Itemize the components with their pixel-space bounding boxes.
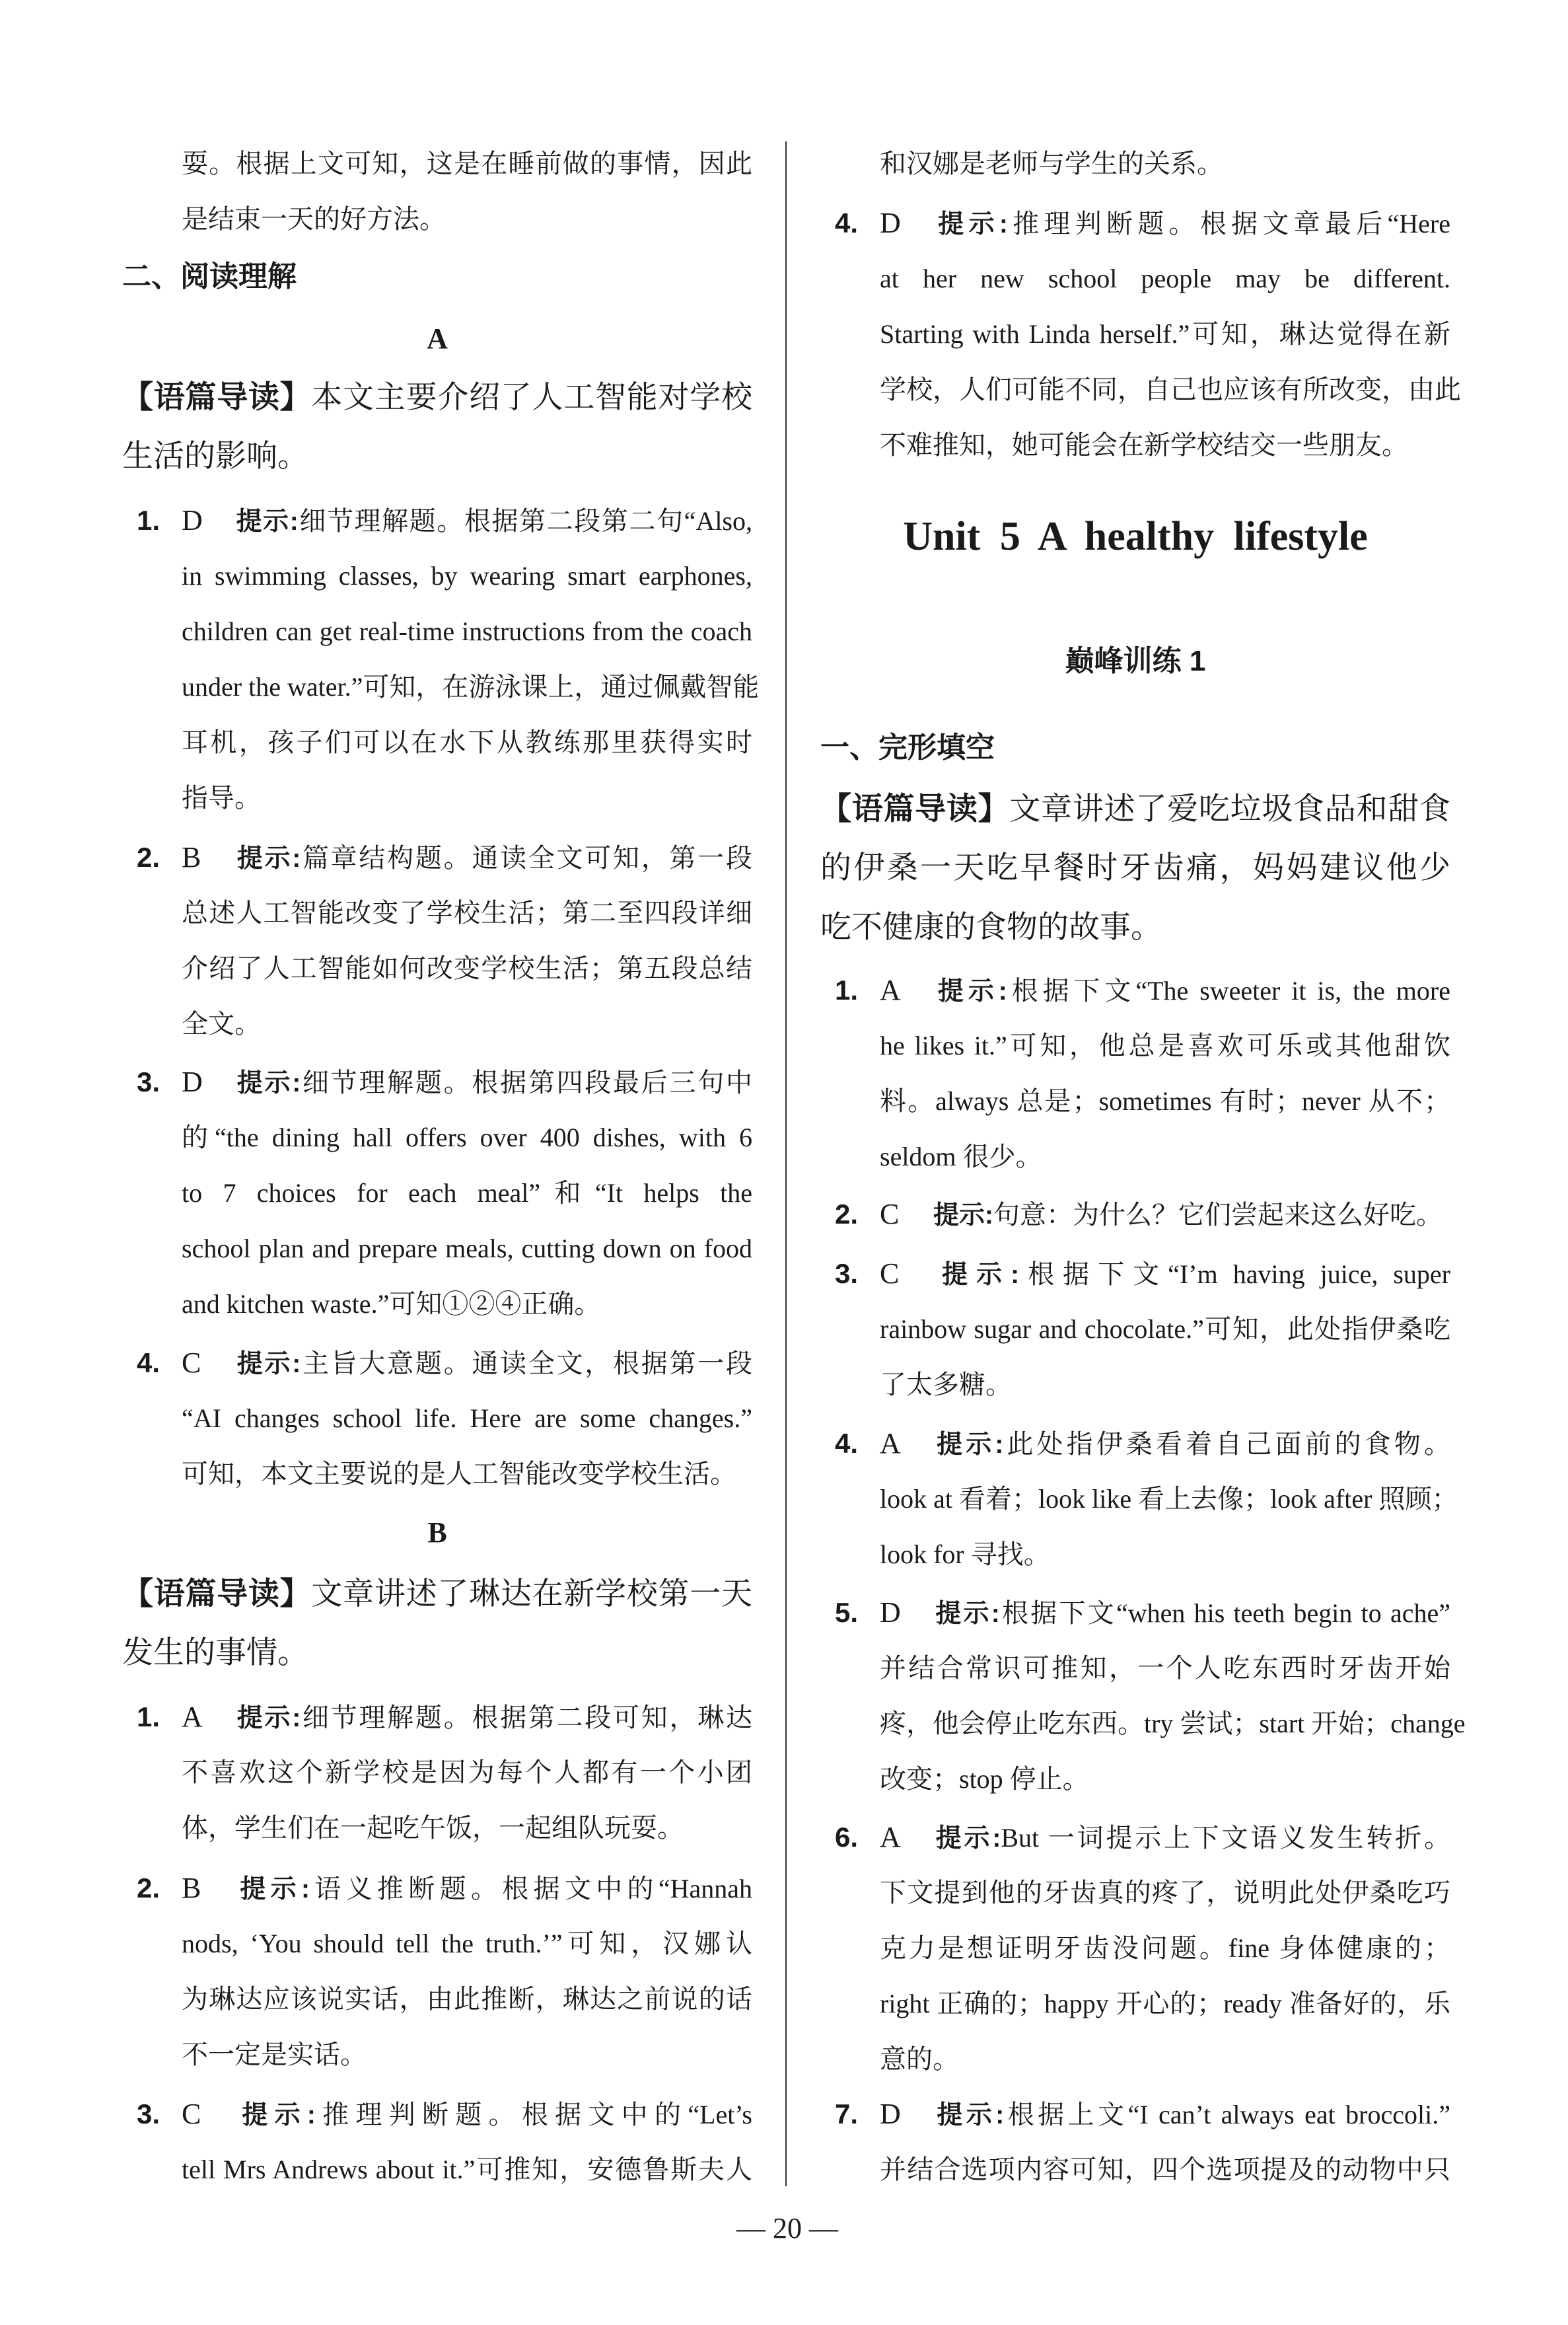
answer-letter: C [880,1257,900,1290]
text-line [122,1623,752,1683]
text-line [820,963,1450,1018]
line-text: But 一词提示上下文语义发生转折。 [1001,1823,1450,1853]
answer-item [820,1246,1450,1413]
line-text: Starting with Linda herself.”可知，琳达觉得在新 [880,319,1450,349]
item-number: 5. [835,1597,859,1628]
line-text: in swimming classes, by wearing smart earphones, [182,561,752,591]
hint-label: 提示: [933,1600,1000,1628]
hint-label: 提示: [235,507,299,536]
line-text: 文章讲述了爱吃垃圾食品和甜食 [1009,792,1450,827]
line-text: to 7 choices for each meal”和“It helps the [182,1178,752,1208]
section-heading: 一、完形填空 [820,731,995,764]
line-text: 疼，他会停止吃东西。try 尝试；start 开始；change [880,1709,1466,1738]
line-text: 根据上文“I can’t always eat broccoli.” [1004,2100,1450,2129]
line-text: 生活的影响。 [122,439,308,474]
text-line [122,1335,752,1391]
line-text: right 正确的；happy 开心的；ready 准备好的，乐 [880,1989,1450,2018]
answer-item [122,1335,752,1502]
text-line [122,770,752,826]
text-line [820,418,1450,473]
line-text: under the water.”可知，在游泳课上，通过佩戴智能 [182,672,760,702]
line-text: 细节理解题。根据第二段可知，琳达 [301,1703,752,1732]
answer-item [122,493,760,826]
line-text: 学校，人们可能不同，自己也应该有所改变，由此 [880,375,1461,404]
text-line [122,1745,752,1800]
text-line [820,136,1450,192]
text-line [820,2086,1450,2142]
line-text: school plan and prepare meals, cutting down on food [182,1234,752,1263]
line-text: 句意：为什么？它们尝起来这么好吃。 [993,1200,1443,1230]
line-text: 意的。 [880,2044,959,2074]
text-line [122,1165,752,1221]
line-text: “AI changes school life. Here are some changes.” [182,1403,752,1433]
line-text: 根据下文“The sweeter it is, the more [1007,976,1450,1006]
text-line [122,1446,752,1502]
text-line [820,251,1450,307]
answer-letter: C [182,1347,201,1379]
line-text: children can get real-time instructions from the coach [182,616,752,646]
answer-letter: D [880,1596,901,1629]
item-number: 4. [835,1428,859,1459]
line-text: 的伊桑一天吃早餐时牙齿痛，妈妈建议他少 [820,851,1450,885]
line-text: 文章讲述了琳达在新学校第一天 [311,1577,752,1611]
answer-item [820,1187,1450,1242]
item-number: 6. [835,1822,859,1853]
subsection-heading: A [427,322,448,355]
answer-letter: C [182,2098,201,2130]
answer-letter: D [182,504,203,536]
text-line [122,192,752,247]
answer-letter: A [880,1427,901,1459]
hint-label: 提示: [933,1430,1004,1459]
text-line [122,830,752,885]
text-line [820,1302,1450,1357]
line-text: 克力是想证明牙齿没问题。fine 身体健康的； [880,1933,1450,1963]
item-number: 7. [835,2098,859,2129]
hint-label: 提示: [933,1201,993,1230]
item-number: 3. [137,2098,160,2129]
text-line [122,1861,752,1916]
line-text: seldom 很少。 [880,1142,1042,1171]
text-line [820,2032,1450,2087]
line-text: 总述人工智能改变了学校生活；第二至四段详细 [182,898,752,928]
line-text: 全文。 [182,1009,261,1039]
hint-label: 提示: [933,977,1007,1006]
hint-label: 提示: [235,1704,301,1732]
text-line [820,196,1450,251]
text-line [122,2027,752,2083]
hint-label: 提示: [235,2101,316,2129]
answer-letter: D [880,2098,901,2130]
line-text: 此处指伊桑看着自己面前的食物。 [1003,1429,1450,1459]
text-line [820,1921,1450,1976]
line-text: 推理判断题。根据文章最后“Here [1007,209,1450,239]
hint-label: 提示: [235,1875,310,1903]
text-line [122,1110,752,1165]
line-text: tell Mrs Andrews about it.”可推知，安德鲁斯夫人 [182,2155,752,2184]
line-text: 篇章结构题。通读全文可知，第一段 [301,843,752,873]
text-line [122,1689,752,1745]
text-line [122,996,752,1052]
answer-letter: D [880,207,901,239]
text-line [820,1641,1450,1696]
text-line [820,1810,1450,1865]
text-line [122,1564,752,1623]
item-number: 1. [835,975,859,1006]
item-number: 1. [137,1701,160,1732]
hint-label: 提示: [235,844,301,873]
passage-intro [122,1564,752,1683]
text-line [122,1800,752,1856]
line-text: 不一定是实话。 [182,2040,367,2069]
text-line [820,1471,1458,1527]
intro-tag: 【语篇导读】 [122,379,312,414]
hint-label: 提示: [235,1069,301,1097]
text-line [820,1246,1450,1302]
line-text: 下文提到他的牙齿真的疼了，说明此处伊桑吃巧 [880,1878,1450,1907]
line-text: 吃不健康的食物的故事。 [820,910,1162,945]
line-text: 不喜欢这个新学校是因为每个人都有一个小团 [182,1757,752,1787]
answer-item [820,1585,1466,1807]
unit-title: Unit 5 A healthy lifestyle [903,514,1368,559]
line-text: 料。always 总是；sometimes 有时；never 从不； [880,1086,1450,1116]
text-line [122,2086,752,2142]
hint-label: 提示: [933,210,1008,239]
line-text: 是结束一天的好方法。 [182,204,446,234]
line-text: 主旨大意题。通读全文，根据第一段 [301,1348,752,1378]
answer-item [820,1416,1458,1582]
item-number: 2. [137,842,160,873]
page-number: — 20 — [736,2212,838,2244]
line-text: rainbow sugar and chocolate.”可知，此处指伊桑吃 [880,1314,1450,1344]
column-divider [785,141,787,2186]
line-text: 耍。根据上文可知，这是在睡前做的事情，因此 [182,149,752,178]
line-text: and kitchen waste.”可知①②④正确。 [182,1289,601,1319]
line-text: 根据下文“I’m having juice, super [1019,1259,1450,1289]
answer-item [820,196,1461,473]
answer-item [122,1861,752,2083]
text-line [122,427,752,486]
intro-tag: 【语篇导读】 [122,1576,312,1611]
answer-item [122,2086,752,2197]
text-line [820,362,1461,418]
answer-item [820,1810,1450,2087]
answer-item [122,1689,752,1856]
text-line [122,1054,752,1110]
passage-intro [122,367,752,486]
text-line [122,136,752,192]
answer-item [820,2086,1450,2197]
text-line [820,1527,1450,1582]
text-line [820,838,1450,898]
line-text: at her new school people may be different. [880,264,1450,293]
text-line [122,493,752,548]
line-text: 推理判断题。根据文中的“Let’s [315,2100,752,2129]
answer-letter: A [880,1821,901,1853]
text-line [122,715,752,770]
item-number: 2. [137,1872,160,1903]
answer-letter: B [182,841,201,873]
left-column [122,0,760,2325]
line-text: 并结合常识可推知，一个人吃东西时牙齿开始 [880,1653,1450,1683]
line-text: 介绍了人工智能如何改变学校生活；第五段总结 [182,953,752,983]
section-heading: 二、阅读理解 [122,260,297,293]
item-number: 4. [835,207,859,239]
text-line [122,2142,752,2197]
text-line [820,307,1450,362]
text-line [820,1752,1450,1807]
text-line [122,1276,752,1332]
text-line [820,1074,1450,1129]
answer-letter: A [880,974,901,1006]
answer-letter: D [182,1066,203,1098]
text-line [820,1357,1450,1413]
line-text: look at 看着；look like 看上去像；look after 照顾； [880,1484,1458,1514]
line-text: 可知，本文主要说的是人工智能改变学校生活。 [182,1459,736,1489]
line-text: 耳机，孩子们可以在水下从教练那里获得实时 [182,727,752,757]
item-number: 1. [137,505,160,536]
hint-label: 提示: [933,2101,1005,2129]
line-text: 的“the dining hall offers over 400 dishes, with 6 [182,1123,752,1152]
hint-label: 提示: [933,1824,1001,1853]
text-line [122,941,752,996]
line-text: 为琳达应该说实话，由此推断，琳达之前说的话 [182,1984,752,2014]
line-text: 并结合选项内容可知，四个选项提及的动物中只 [880,2155,1450,2184]
line-text: 本文主要介绍了人工智能对学校 [311,381,752,415]
text-line [122,367,752,427]
line-text: 语义推断题。根据文中的“Hannah [309,1874,752,1903]
text-line [820,1865,1450,1921]
answer-item [122,1054,752,1332]
subsection-heading: 巅峰训练 1 [1065,645,1206,677]
line-text: 指导。 [182,783,261,813]
text-line [820,1696,1466,1752]
line-text: 和汉娜是老师与学生的关系。 [880,149,1223,178]
text-line [820,1018,1450,1074]
right-column [820,0,1466,2325]
line-text: nods, ‘You should tell the truth.’”可知，汉娜认 [182,1929,752,1958]
text-line [122,659,760,715]
line-text: 改变；stop 停止。 [880,1764,1089,1794]
continued-text [820,136,1450,192]
line-text: he likes it.”可知，他总是喜欢可乐或其他甜饮 [880,1031,1450,1060]
line-text: 体，学生们在一起吃午饭，一起组队玩耍。 [182,1813,684,1843]
answer-letter: C [880,1198,900,1230]
text-line [820,1129,1450,1185]
line-text: 细节理解题。根据第二段第二句“Also, [298,506,752,536]
answer-item [122,830,752,1052]
answer-letter: A [182,1701,203,1733]
text-line [820,1187,1450,1242]
text-line [820,898,1450,957]
text-line [820,1585,1450,1641]
item-number: 4. [137,1347,160,1378]
line-text: 发生的事情。 [122,1636,308,1670]
item-number: 2. [835,1199,859,1230]
line-text: 根据下文“when his teeth begin to ache” [999,1598,1450,1628]
line-text: look for 寻找。 [880,1539,1050,1569]
hint-label: 提示: [933,1261,1020,1289]
text-line [122,604,752,659]
item-number: 3. [835,1258,859,1289]
line-text: 了太多糖。 [880,1370,1012,1399]
line-text: 不难推知，她可能会在新学校结交一些朋友。 [880,430,1408,460]
answer-item [820,963,1450,1185]
text-line [820,1416,1450,1471]
subsection-heading: B [427,1516,447,1549]
text-line [122,1391,752,1446]
text-line [820,1976,1450,2032]
text-line [122,885,752,941]
continued-text [122,136,752,247]
answer-letter: B [182,1872,201,1904]
text-line [820,2142,1450,2197]
text-line [122,1916,752,1972]
passage-intro [820,779,1450,957]
text-line [122,1221,752,1276]
line-text: 细节理解题。根据第四段最后三句中 [301,1068,752,1097]
text-line [820,779,1450,838]
hint-label: 提示: [235,1350,301,1378]
text-line [122,548,752,604]
text-line [122,1972,752,2027]
intro-tag: 【语篇导读】 [820,791,1010,826]
item-number: 3. [137,1066,160,1097]
